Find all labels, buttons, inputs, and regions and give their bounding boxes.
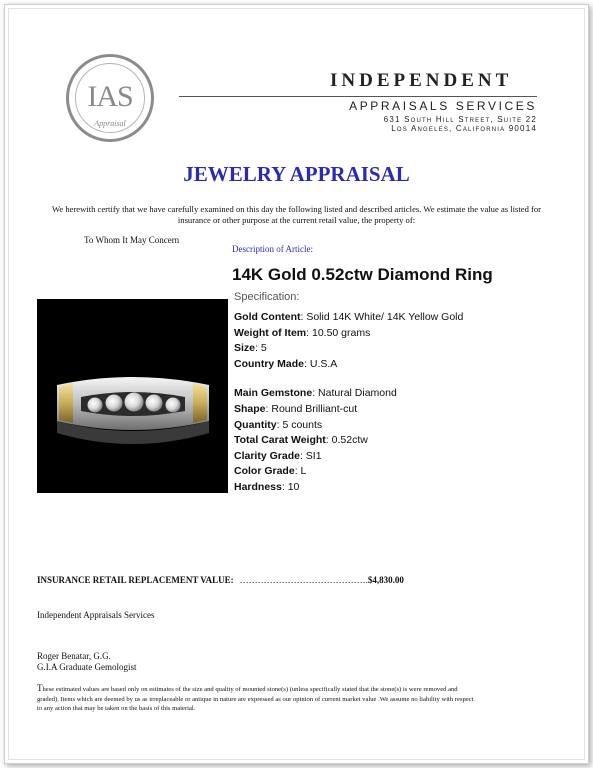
spec-row: Gold Content: Solid 14K White/ 14K Yellow Gold (234, 311, 464, 323)
spec-spacer (234, 372, 463, 386)
spec-label: Main Gemstone (234, 387, 313, 400)
spec-label: Country Made (234, 357, 305, 370)
valuation-amount: $4,830.00 (367, 575, 404, 585)
disclaimer-text: hese estimated values are based only on estimates of the size and quality of mounted stone(s) (unless specifically stated that the stone(s) is were removed and graded). Items which are deemed by us as irreplaceable or antique in nature are expressed as our opinion of current market value .We assume no liability with respect to any action that may be taken on the basis of this material. (37, 686, 474, 712)
spec-label: Weight of Item (234, 326, 307, 339)
company-subtitle: APPRAISALS SERVICES (349, 99, 537, 113)
spec-value: 10.50 grams (311, 326, 371, 339)
spec-value: 5 (260, 342, 267, 355)
valuation-line (37, 575, 404, 585)
spec-row: Color Grade: L (234, 465, 307, 478)
description-label: Description of Article: (232, 244, 313, 254)
spec-value: 5 counts (282, 418, 323, 431)
addressee: To Whom It May Concern (84, 235, 180, 245)
spec-row: Quantity: 5 counts (234, 418, 323, 431)
spec-label: Clarity Grade (234, 449, 300, 462)
spec-value: 10 (287, 480, 300, 493)
header-divider (179, 96, 537, 97)
spec-label: Size (234, 342, 256, 355)
spec-row: Size: 5 (234, 342, 267, 355)
spec-value: Natural Diamond (318, 387, 397, 400)
spec-value: Round Brilliant-cut (271, 402, 358, 415)
spec-label: Gold Content (234, 311, 301, 323)
spec-row: Country Made: U.S.A (234, 357, 338, 370)
logo-text: IAS (87, 80, 133, 113)
spec-label: Shape (234, 402, 266, 415)
company-address-line1: 631 South Hill Street, Suite 22 (383, 115, 537, 124)
valuation-dots: ……………………………………. (239, 575, 368, 585)
spec-row: Total Carat Weight: 0.52ctw (234, 434, 368, 447)
signer-title: G.I.A Graduate Gemologist (37, 662, 137, 672)
document-title: JEWELRY APPRAISAL (183, 162, 410, 186)
spec-value: 0.52ctw (331, 434, 368, 447)
spec-label: Quantity (234, 418, 277, 431)
certification-text: We herewith certify that we have carefully examined on this day the following listed and described articles. We estimate the value as listed for insurance or other purpose at the current retail value, the property of: (51, 204, 542, 225)
spec-value: SI1 (305, 449, 322, 462)
disclaimer-initial: T (37, 683, 43, 693)
spec-row: Shape: Round Brilliant-cut (234, 402, 358, 415)
ias-logo (66, 54, 154, 142)
disclaimer (37, 684, 477, 714)
spec-value: L (300, 465, 307, 478)
logo-subtext: Appraisal (94, 119, 126, 128)
item-title: 14K Gold 0.52ctw Diamond Ring (232, 265, 493, 284)
valuation-label: INSURANCE RETAIL REPLACEMENT VALUE: (37, 575, 234, 585)
spec-label: Total Carat Weight (234, 434, 326, 447)
specification-label: Specification: (234, 291, 300, 303)
signer-name: Roger Benatar, G.G. (37, 651, 111, 661)
spec-row: Hardness: 10 (234, 480, 300, 493)
ring-photo (37, 299, 228, 493)
ring-illustration (37, 299, 228, 493)
specification-list (234, 310, 463, 496)
company-name: INDEPENDENT (330, 70, 513, 91)
spec-value: Solid 14K White/ 14K Yellow Gold (306, 311, 464, 323)
spec-row: Main Gemstone: Natural Diamond (234, 387, 397, 400)
spec-row: Weight of Item: 10.50 grams (234, 326, 371, 339)
spec-label: Color Grade (234, 465, 295, 478)
footer-company: Independent Appraisals Services (37, 610, 155, 620)
spec-label: Hardness (234, 480, 282, 493)
spec-value: U.S.A (309, 357, 338, 370)
spec-row: Clarity Grade: SI1 (234, 449, 322, 462)
company-address-line2: Los Angeles, California 90014 (391, 124, 537, 133)
